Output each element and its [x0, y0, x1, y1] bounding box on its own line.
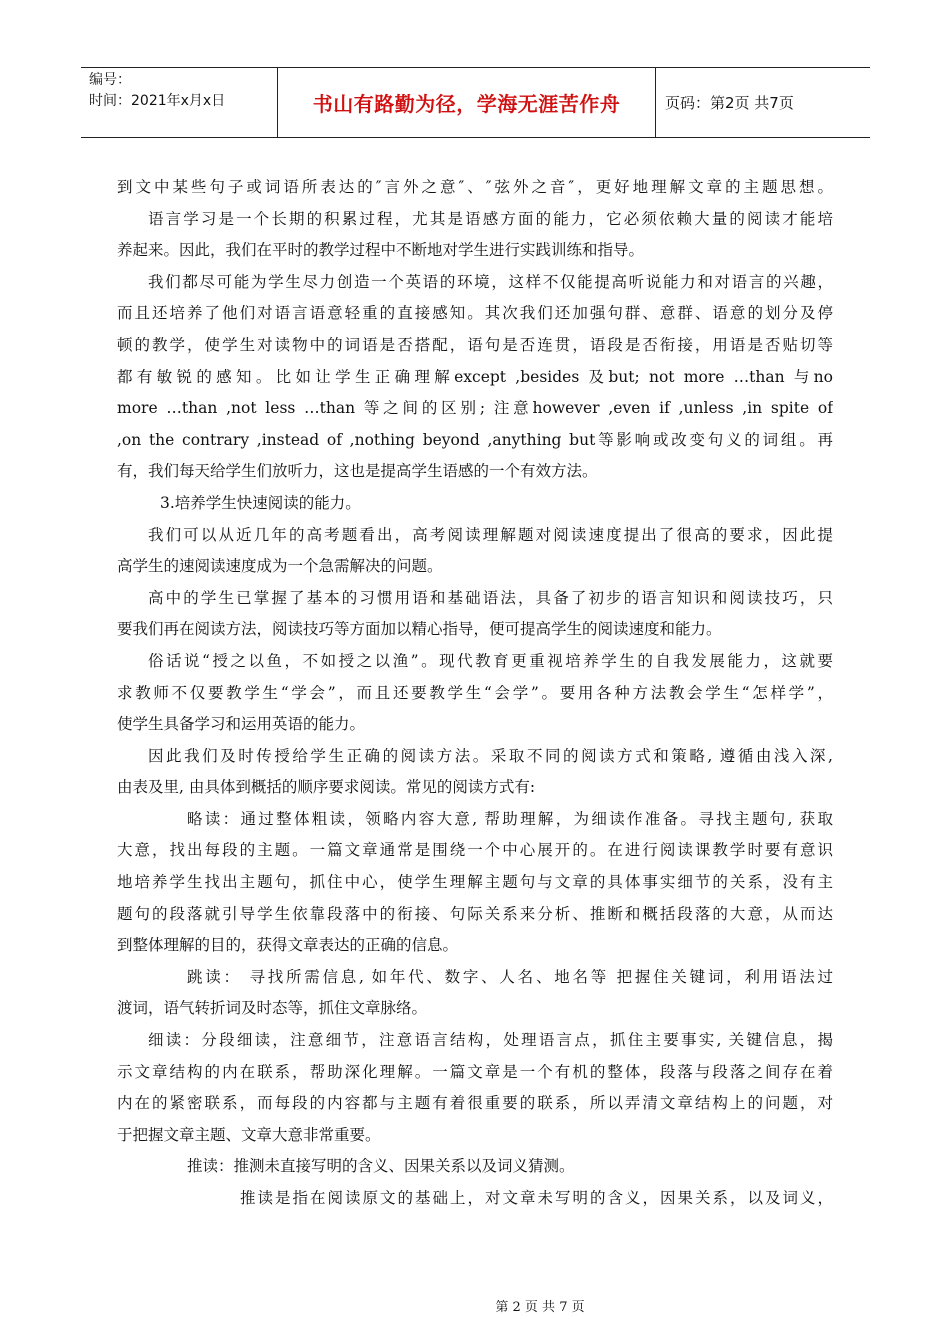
- text-line: more …than ,not less …than 等之间的区别; 注意however ,even if ,unless ,in spite of: [117, 399, 833, 418]
- text-line: 语言学习是一个长期的积累过程，尤其是语感方面的能力，它必须依赖大量的阅读才能培: [148, 209, 833, 228]
- text-line: 使学生具备学习和运用英语的能力。: [117, 715, 366, 734]
- text-line: 要我们再在阅读方法，阅读技巧等方面加以精心指导，便可提高学生的阅读速度和能力。: [117, 620, 722, 639]
- text-line: 顿的教学，使学生对读物中的词语是否搭配，语句是否连贯，语段是否衔接，用语是否贴切等: [117, 335, 833, 354]
- page-footer: 第 2 页 共 7 页: [495, 1300, 585, 1315]
- header-page-info: 页码：第2页 共7页: [665, 94, 794, 112]
- text-line: 跳读： 寻找所需信息, 如年代、数字、人名、地名等 把握住关键词，利用语法过: [187, 967, 833, 986]
- document-body: [117, 172, 833, 1215]
- text-line: 我们都尽可能为学生尽力创造一个英语的环境，这样不仅能提高听说能力和对语言的兴趣，: [148, 272, 833, 291]
- date-label: 时间：2021年x月x日: [89, 93, 226, 109]
- text-line: 都有敏锐的感知。比如让学生正确理解except ,besides 及but; not more …than 与no: [117, 367, 833, 386]
- text-line: 略读：通过整体粗读，领略内容大意, 帮助理解，为细读作准备。寻找主题句, 获取: [187, 809, 833, 828]
- text-line: 于把握文章主题、文章大意非常重要。: [117, 1125, 381, 1144]
- text-line: 地培养学生找出主题句，抓住中心，使学生理解主题句与文章的具体事实细节的关系，没有主: [117, 873, 833, 892]
- number-label: 编号：: [89, 72, 131, 88]
- text-line: 俗话说“授之以鱼，不如授之以渔”。现代教育更重视培养学生的自我发展能力，这就要: [148, 651, 833, 670]
- text-line: 细读：分段细读，注意细节，注意语言结构，处理语言点，抓住主要事实, 关键信息，揭: [148, 1031, 833, 1050]
- text-line: 由表及里, 由具体到概括的顺序要求阅读。常见的阅读方式有:: [117, 778, 536, 797]
- header-meta: [89, 70, 279, 112]
- section-heading: 3.培养学生快速阅读的能力。: [160, 493, 361, 512]
- text-line: 到文中某些句子或词语所表达的″言外之意″、″弦外之音″，更好地理解文章的主题思想。: [117, 178, 833, 196]
- text-line: 求教师不仅要教学生“学会”，而且还要教学生“会学”。要用各种方法教会学生“怎样学”，: [117, 683, 833, 702]
- text-line: 推读：推测未直接写明的含义、因果关系以及词义猜测。: [187, 1157, 575, 1176]
- text-line: 养起来。因此，我们在平时的教学过程中不断地对学生进行实践训练和指导。: [117, 241, 645, 260]
- text-line: 示文章结构的内在联系，帮助深化理解。一篇文章是一个有机的整体，段落与段落之间存在着: [117, 1062, 833, 1081]
- header-motto: 书山有路勤为径，学海无涯苦作舟: [312, 92, 621, 116]
- text-line: 因此我们及时传授给学生正确的阅读方法。采取不同的阅读方式和策略, 遵循由浅入深,: [148, 746, 833, 765]
- text-line: ,on the contrary ,instead of ,nothing beyond ,anything but等影响或改变句义的词组。再: [117, 430, 833, 449]
- text-line: 到整体理解的目的，获得文章表达的正确的信息。: [117, 936, 459, 955]
- text-line: 推读是指在阅读原文的基础上，对文章未写明的含义，因果关系，以及词义，: [240, 1189, 833, 1207]
- text-line: 大意，找出每段的主题。一篇文章通常是围绕一个中心展开的。在进行阅读课教学时要有意识: [117, 841, 833, 860]
- text-line: 渡词，语气转折词及时态等，抓住文章脉络。: [117, 999, 428, 1018]
- text-line: 题句的段落就引导学生依靠段落中的衔接、句际关系来分析、推断和概括段落的大意，从而达: [117, 904, 833, 923]
- text-line: 高中的学生已掌握了基本的习惯用语和基础语法，具备了初步的语言知识和阅读技巧，只: [148, 588, 833, 607]
- header-divider: [655, 68, 656, 137]
- text-line: 我们可以从近几年的高考题看出，高考阅读理解题对阅读速度提出了很高的要求，因此提: [148, 525, 833, 544]
- text-line: 有，我们每天给学生们放听力，这也是提高学生语感的一个有效方法。: [117, 462, 598, 481]
- text-line: 而且还培养了他们对语言语意轻重的直接感知。其次我们还加强句群、意群、语意的划分及停: [117, 304, 833, 323]
- text-line: 高学生的速阅读速度成为一个急需解决的问题。: [117, 557, 443, 576]
- text-line: 内在的紧密联系，而每段的内容都与主题有着很重要的联系，所以弄清文章结构上的问题，对: [117, 1094, 833, 1113]
- page-header: [81, 67, 870, 138]
